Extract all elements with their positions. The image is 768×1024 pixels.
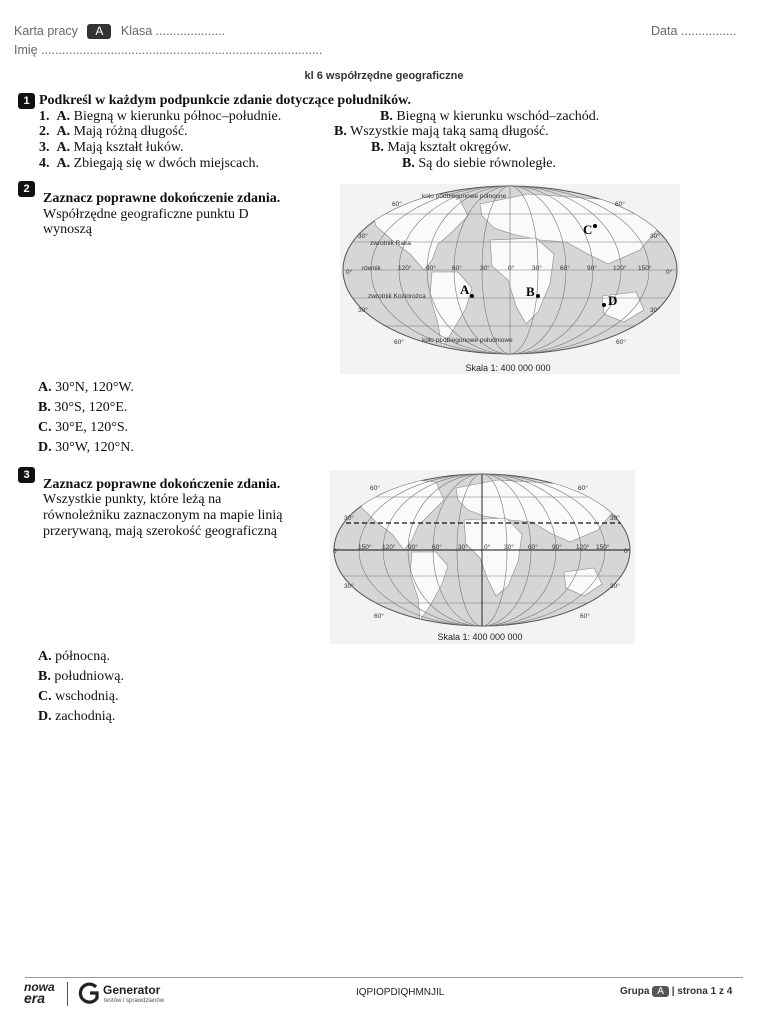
generator-logo-icon [77, 981, 101, 1007]
lat-label-60s-left: 60° [374, 613, 384, 620]
q2-text-line2: wynoszą [43, 222, 92, 237]
lon-label: 90° [587, 265, 597, 272]
lat-label-30n-left: 30° [344, 515, 354, 522]
group-label: Grupa [620, 986, 650, 997]
q3-text-line2: równoleżniku zaznaczonym na mapie linią [43, 508, 283, 523]
page-indicator: | strona 1 z 4 [671, 986, 733, 997]
lon-label: 60° [560, 265, 570, 272]
world-map-q2 [340, 184, 680, 374]
lat-label-30s-left: 30° [344, 583, 354, 590]
q1-item-2-b[interactable]: B. Wszystkie mają taką samą długość. [334, 124, 549, 139]
lon-label: 150° [358, 544, 372, 551]
lat-label-60s-right: 60° [616, 339, 626, 346]
lon-label: 30° [458, 544, 468, 551]
q1-item-1-a[interactable]: 1. A. Biegną w kierunku północ–południe. [39, 109, 282, 124]
lat-label-30n-right: 30° [610, 515, 620, 522]
lat-label-60n-left: 60° [370, 485, 380, 492]
header-worksheet-line [14, 24, 225, 39]
q1-item-2-a[interactable]: 2. A. Mają różną długość. [39, 124, 188, 139]
lat-label-0-left: 0° [346, 269, 353, 276]
q2-option-a[interactable]: A. 30°N, 120°W. [38, 380, 134, 395]
lon-label: 120° [613, 265, 627, 272]
question-number-2: 2 [18, 181, 35, 197]
map-scale-q3: Skala 1: 400 000 000 [437, 632, 523, 642]
lon-label: 90° [426, 265, 436, 272]
question-number-3: 3 [18, 467, 35, 483]
q1-item-4-b[interactable]: B. Są do siebie równoległe. [402, 156, 556, 171]
point-d-marker [602, 303, 606, 307]
q1-item-4-a[interactable]: 4. A. Zbiegają się w dwóch miejscach. [39, 156, 260, 171]
lon-label: 90° [408, 544, 418, 551]
lon-label: 60° [452, 265, 462, 272]
q3-option-a[interactable]: A. północną. [38, 649, 110, 664]
q3-option-b[interactable]: B. południową. [38, 669, 124, 684]
generator-subtitle: testów i sprawdzianów [104, 998, 165, 1004]
q2-text-line1: Współrzędne geograficzne punktu D [43, 207, 249, 222]
group-badge: A [87, 24, 111, 39]
lon-label: 120° [576, 544, 590, 551]
q2-option-c[interactable]: C. 30°E, 120°S. [38, 420, 129, 435]
antarctic-circle-label: koło podbiegunowe południowe [422, 337, 513, 344]
tropic-cancer-label: zwrotnik Raka [370, 240, 411, 247]
lat-label-30s-right: 30° [610, 583, 620, 590]
lat-label-60n-right: 60° [578, 485, 588, 492]
point-b-label: B [526, 284, 535, 299]
class-field: Klasa .................... [120, 24, 226, 38]
q2-option-d[interactable]: D. 30°W, 120°N. [38, 440, 134, 455]
lat-label-30s-left: 30° [358, 307, 368, 314]
lat-label-0-right: 0° [624, 548, 631, 555]
q1-item-1-b[interactable]: B. Biegną w kierunku wschód–zachód. [380, 109, 600, 124]
generator-title: Generator [103, 983, 161, 997]
question-number-1: 1 [18, 93, 35, 109]
lon-label: 30° [504, 544, 514, 551]
point-c-label: C [583, 222, 593, 237]
document-code: IQPIOPDIQHMNJIL [356, 987, 445, 998]
lon-label: 150° [638, 265, 652, 272]
lat-label-60s-right: 60° [580, 613, 590, 620]
arctic-circle-label: koło podbiegunowe północne [422, 193, 507, 200]
tropic-capricorn-label: zwrotnik Koziorożca [368, 293, 426, 300]
name-field: Imię ................................................................................. [14, 43, 323, 57]
q2-prompt: Zaznacz poprawne dokończenie zdania. [43, 191, 281, 206]
q1-prompt: Podkreśl w każdym podpunkcie zdanie dotyczące południków. [39, 93, 411, 108]
point-b-marker [536, 294, 540, 298]
lon-label: 0° [484, 544, 491, 551]
point-a-label: A [460, 282, 470, 297]
q2-option-b[interactable]: B. 30°S, 120°E. [38, 400, 128, 415]
logo-separator [67, 982, 68, 1006]
map-scale-q2: Skala 1: 400 000 000 [465, 363, 551, 373]
page-title: kl 6 współrzędne geograficzne [304, 70, 464, 82]
q3-option-d[interactable]: D. zachodnią. [38, 709, 116, 724]
lon-label: 90° [552, 544, 562, 551]
footer-divider [25, 977, 743, 978]
date-field: Data ................ [651, 24, 737, 38]
worksheet-label: Karta pracy [14, 24, 78, 38]
lat-label-60s-left: 60° [394, 339, 404, 346]
q3-text-line3: przerywaną, mają szerokość geograficzną [43, 524, 277, 539]
lon-label: 60° [432, 544, 442, 551]
q3-option-c[interactable]: C. wschodnią. [38, 689, 119, 704]
point-c-marker [593, 224, 597, 228]
lon-label: 30° [532, 265, 542, 272]
q1-item-3-a[interactable]: 3. A. Mają kształt łuków. [39, 140, 184, 155]
q1-item-3-b[interactable]: B. Mają kształt okręgów. [371, 140, 512, 155]
lat-label-30n-left: 30° [358, 233, 368, 240]
q3-text-line1: Wszystkie punkty, które leżą na [43, 492, 222, 507]
lat-label-0-right: 0° [666, 269, 673, 276]
lat-label-30s-right: 30° [650, 307, 660, 314]
lon-label: 120° [382, 544, 396, 551]
lat-label-60n-left: 60° [392, 201, 402, 208]
footer-group-badge: A [652, 986, 669, 997]
lon-label: 0° [508, 265, 515, 272]
lat-label-0-left: 0° [333, 548, 340, 555]
lon-label: 60° [528, 544, 538, 551]
lat-label-30n-right: 30° [650, 233, 660, 240]
point-a-marker [470, 294, 474, 298]
q3-prompt: Zaznacz poprawne dokończenie zdania. [43, 477, 281, 492]
lon-label: 150° [596, 544, 610, 551]
nowa-era-logo: nowa era [24, 980, 55, 1006]
equator-label: równik [362, 265, 381, 272]
world-map-q3 [330, 470, 635, 644]
lat-label-60n-right: 60° [615, 201, 625, 208]
point-d-label: D [608, 293, 618, 308]
lon-label: 120° [398, 265, 412, 272]
footer-pagination [620, 986, 732, 997]
lon-label: 30° [480, 265, 490, 272]
